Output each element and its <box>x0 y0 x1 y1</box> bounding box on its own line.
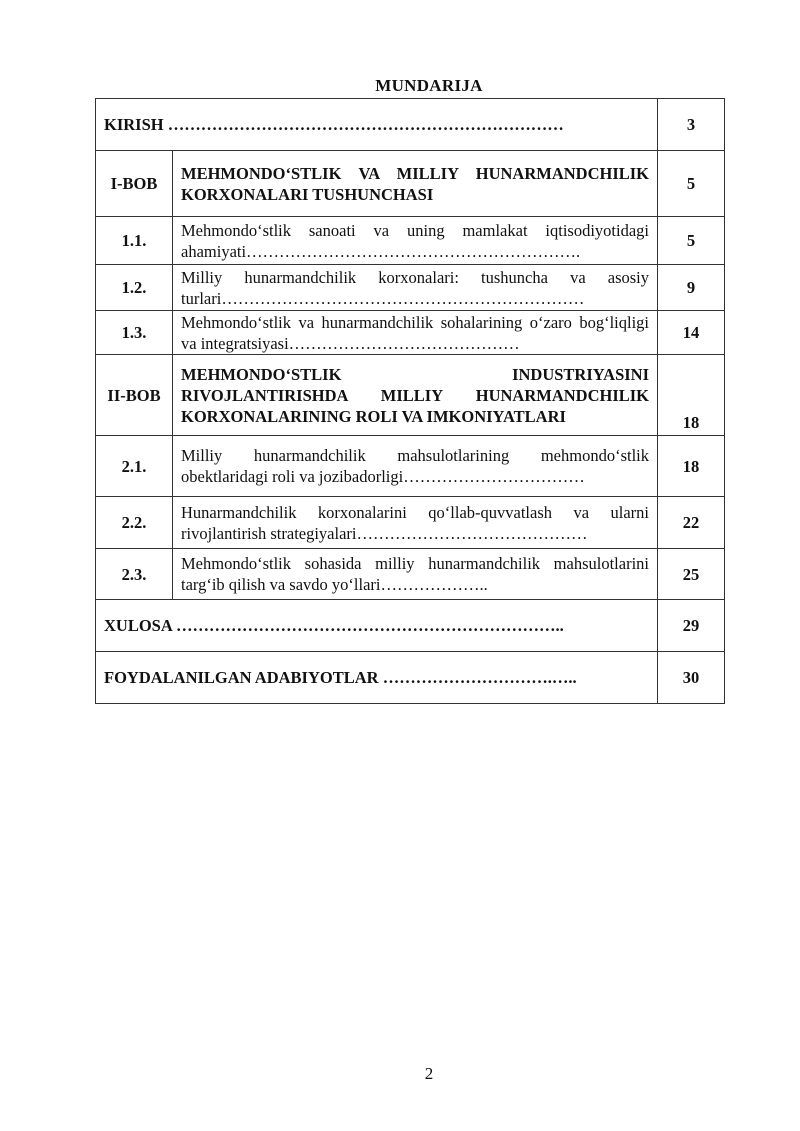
section-title[interactable]: Hunarmandchilik korxonalarini qo‘llab-quvvatlash va ularni rivojlantirish strategiyalari…………………………………… <box>173 497 658 549</box>
section-title[interactable]: Milliy hunarmandchilik korxonalari: tushuncha va asosiy turlari………………………………………………………… <box>173 265 658 311</box>
toc-row-section <box>96 217 725 265</box>
toc-heading: MUNDARIJA <box>375 76 483 95</box>
toc-entry-label[interactable]: KIRISH ……………………………………………………………… <box>96 99 658 151</box>
toc-row-section <box>96 436 725 497</box>
toc-row-kirish <box>96 99 725 151</box>
toc-page-number: 30 <box>658 652 725 704</box>
chapter-title[interactable]: MEHMONDO‘STLIK VA MILLIY HUNARMANDCHILIK KORXONALARI TUSHUNCHASI <box>173 151 658 217</box>
section-number: 1.1. <box>96 217 173 265</box>
toc-entry-label[interactable]: XULOSA …………………………………………………………….. <box>96 600 658 652</box>
toc-page-number: 25 <box>658 549 725 600</box>
toc-row-chapter-1 <box>96 151 725 217</box>
toc-row-references <box>96 652 725 704</box>
section-number: 1.2. <box>96 265 173 311</box>
toc-page-number: 22 <box>658 497 725 549</box>
section-number: 2.2. <box>96 497 173 549</box>
toc-row-chapter-2 <box>96 355 725 436</box>
toc-row-section <box>96 549 725 600</box>
toc-row-section <box>96 265 725 311</box>
section-number: 2.3. <box>96 549 173 600</box>
section-title[interactable]: Milliy hunarmandchilik mahsulotlarining mehmondo‘stlik obektlaridagi roli va jozibadorligi…………………………… <box>173 436 658 497</box>
toc-row-section <box>96 497 725 549</box>
toc-row-section <box>96 311 725 355</box>
section-number: 1.3. <box>96 311 173 355</box>
toc-page-number: 18 <box>658 355 725 436</box>
chapter-number: II-BOB <box>96 355 173 436</box>
toc-page-number: 9 <box>658 265 725 311</box>
chapter-number: I-BOB <box>96 151 173 217</box>
toc-row-xulosa <box>96 600 725 652</box>
toc-page-number: 3 <box>658 99 725 151</box>
section-number: 2.1. <box>96 436 173 497</box>
section-title[interactable]: Mehmondo‘stlik va hunarmandchilik sohalarining o‘zaro bog‘liqligi va integratsiyasi…………………………………… <box>173 311 658 355</box>
toc-page-number: 18 <box>658 436 725 497</box>
toc-page-number: 5 <box>658 217 725 265</box>
table-of-contents <box>95 98 725 704</box>
toc-entry-label[interactable]: FOYDALANILGAN ADABIYOTLAR ………………………….….. <box>96 652 658 704</box>
toc-page-number: 14 <box>658 311 725 355</box>
section-title[interactable]: Mehmondo‘stlik sanoati va uning mamlakat iqtisodiyotidagi ahamiyati……………………………………………………. <box>173 217 658 265</box>
toc-page-number: 29 <box>658 600 725 652</box>
page-number: 2 <box>424 1064 434 1083</box>
chapter-title[interactable]: MEHMONDO‘STLIK INDUSTRIYASINI RIVOJLANTIRISHDA MILLIY HUNARMANDCHILIK KORXONALARINING ROLI VA IMKONIYATLARI <box>173 355 658 436</box>
section-title[interactable]: Mehmondo‘stlik sohasida milliy hunarmandchilik mahsulotlarini targ‘ib qilish va savdo yo‘llari……………….. <box>173 549 658 600</box>
toc-page-number: 5 <box>658 151 725 217</box>
